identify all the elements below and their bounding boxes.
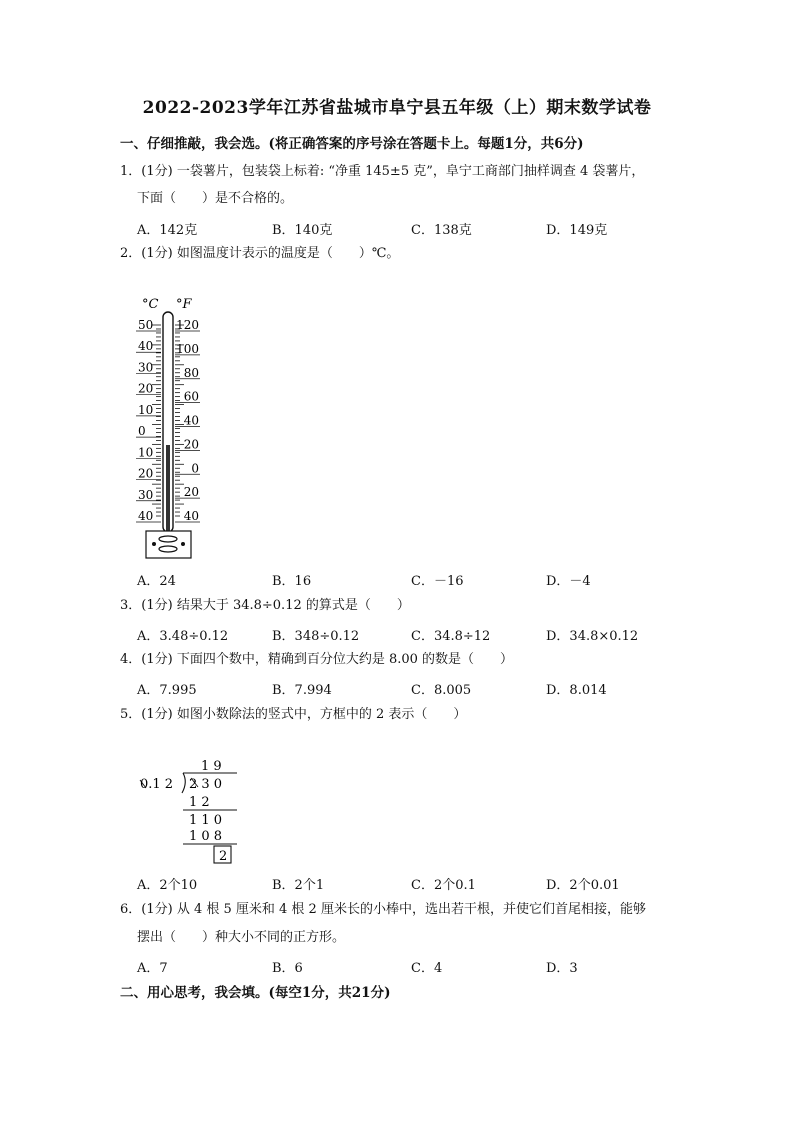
division-remainder: 2 <box>219 849 228 864</box>
celsius-scale-label: 10 <box>138 402 154 417</box>
thermometer-figure <box>130 290 210 566</box>
celsius-scale-label: 40 <box>138 339 154 354</box>
q1-option-a[interactable]: A．142克 <box>137 223 198 238</box>
question-1-text-cont: 下面（ ）是不合格的。 <box>137 191 294 206</box>
division-divisor: 0.1 2 <box>140 777 174 792</box>
q2-option-b[interactable]: B．16 <box>272 574 312 589</box>
division-bracket <box>182 773 185 793</box>
q1-option-d[interactable]: D．149克 <box>546 223 608 238</box>
q3-option-b[interactable]: B．348÷0.12 <box>272 629 360 644</box>
mercury-column <box>166 445 170 531</box>
page-title: 2022-2023学年江苏省盐城市阜宁县五年级（上）期末数学试卷 <box>142 98 652 118</box>
division-step-1: 1 2 <box>189 795 210 810</box>
q6-option-b[interactable]: B．6 <box>272 961 303 976</box>
celsius-scale-label: 50 <box>138 318 154 332</box>
q3-option-d[interactable]: D．34.8×0.12 <box>546 629 639 644</box>
long-division-figure <box>130 752 250 868</box>
question-2-text: 2．(1分) 如图温度计表示的温度是（ ）℃。 <box>120 246 400 261</box>
q6-option-a[interactable]: A．7 <box>137 961 168 976</box>
fahrenheit-scale-label: 60 <box>183 389 199 404</box>
question-4-text: 4．(1分) 下面四个数中，精确到百分位大约是 8.00 的数是（ ） <box>120 652 514 667</box>
fahrenheit-scale-label: 0 <box>191 461 199 476</box>
fahrenheit-scale-label: 80 <box>183 365 199 380</box>
celsius-scale-label: 10 <box>138 445 154 460</box>
q2-option-c[interactable]: C．－16 <box>411 574 464 589</box>
division-step-2: 1 1 0 <box>189 813 223 828</box>
celsius-scale-label: 30 <box>138 487 154 502</box>
division-quotient: 1 9 <box>201 759 222 774</box>
q4-option-b[interactable]: B．7.994 <box>272 683 332 698</box>
q1-option-c[interactable]: C．138克 <box>411 223 472 238</box>
question-1-text: 1．(1分) 一袋薯片，包装袋上标着: “净重 145±5 克”，阜宁工商部门抽样调查 4 袋薯片， <box>120 164 645 179</box>
q6-option-d[interactable]: D．3 <box>546 961 578 976</box>
celsius-scale-label: 20 <box>138 381 154 396</box>
division-dividend: 2 3 0 <box>189 777 223 792</box>
fahrenheit-scale-label: 20 <box>183 485 199 500</box>
question-6-text-cont: 摆出（ ）种大小不同的正方形。 <box>137 930 346 945</box>
base-dot-left <box>152 542 156 546</box>
q3-option-a[interactable]: A．3.48÷0.12 <box>137 629 229 644</box>
q4-option-c[interactable]: C．8.005 <box>411 683 472 698</box>
base-dot-right <box>181 542 185 546</box>
q3-option-c[interactable]: C．34.8÷12 <box>411 629 491 644</box>
celsius-unit-label: °C <box>142 297 159 312</box>
fahrenheit-scale-label: 40 <box>183 509 199 523</box>
question-3-text: 3．(1分) 结果大于 34.8÷0.12 的算式是（ ） <box>120 598 410 613</box>
fahrenheit-scale-label: 40 <box>183 413 199 428</box>
fahrenheit-scale-label: 100 <box>176 341 199 356</box>
celsius-scale-label: 30 <box>138 360 154 375</box>
q4-option-a[interactable]: A．7.995 <box>137 683 197 698</box>
q5-option-b[interactable]: B．2个1 <box>272 878 325 893</box>
section-heading-1: 一、仔细推敲，我会选。(将正确答案的序号涂在答题卡上。每题1分，共6分) <box>120 136 584 152</box>
q5-option-c[interactable]: C．2个0.1 <box>411 878 476 893</box>
fahrenheit-scale-label: 20 <box>183 437 199 452</box>
fahrenheit-scale-label: 120 <box>176 318 199 332</box>
division-step-3: 1 0 8 <box>189 829 223 844</box>
q6-option-c[interactable]: C．4 <box>411 961 443 976</box>
q5-option-d[interactable]: D．2个0.01 <box>546 878 620 893</box>
q1-option-b[interactable]: B．140克 <box>272 223 333 238</box>
q4-option-d[interactable]: D．8.014 <box>546 683 607 698</box>
celsius-scale-label: 40 <box>138 509 154 523</box>
celsius-scale-label: 0 <box>138 424 146 439</box>
fahrenheit-unit-label: °F <box>176 297 192 312</box>
question-6-text: 6．(1分) 从 4 根 5 厘米和 4 根 2 厘米长的小棒中，选出若干根，并使它们首尾相接，能够 <box>120 902 646 917</box>
q5-option-a[interactable]: A．2个10 <box>137 878 198 893</box>
question-5-text: 5．(1分) 如图小数除法的竖式中，方框中的 2 表示（ ） <box>120 707 467 722</box>
celsius-scale-label: 20 <box>138 466 154 481</box>
q2-option-d[interactable]: D．－4 <box>546 574 591 589</box>
section-heading-2: 二、用心思考，我会填。(每空1分，共21分) <box>120 985 391 1001</box>
q2-option-a[interactable]: A．24 <box>137 574 176 589</box>
